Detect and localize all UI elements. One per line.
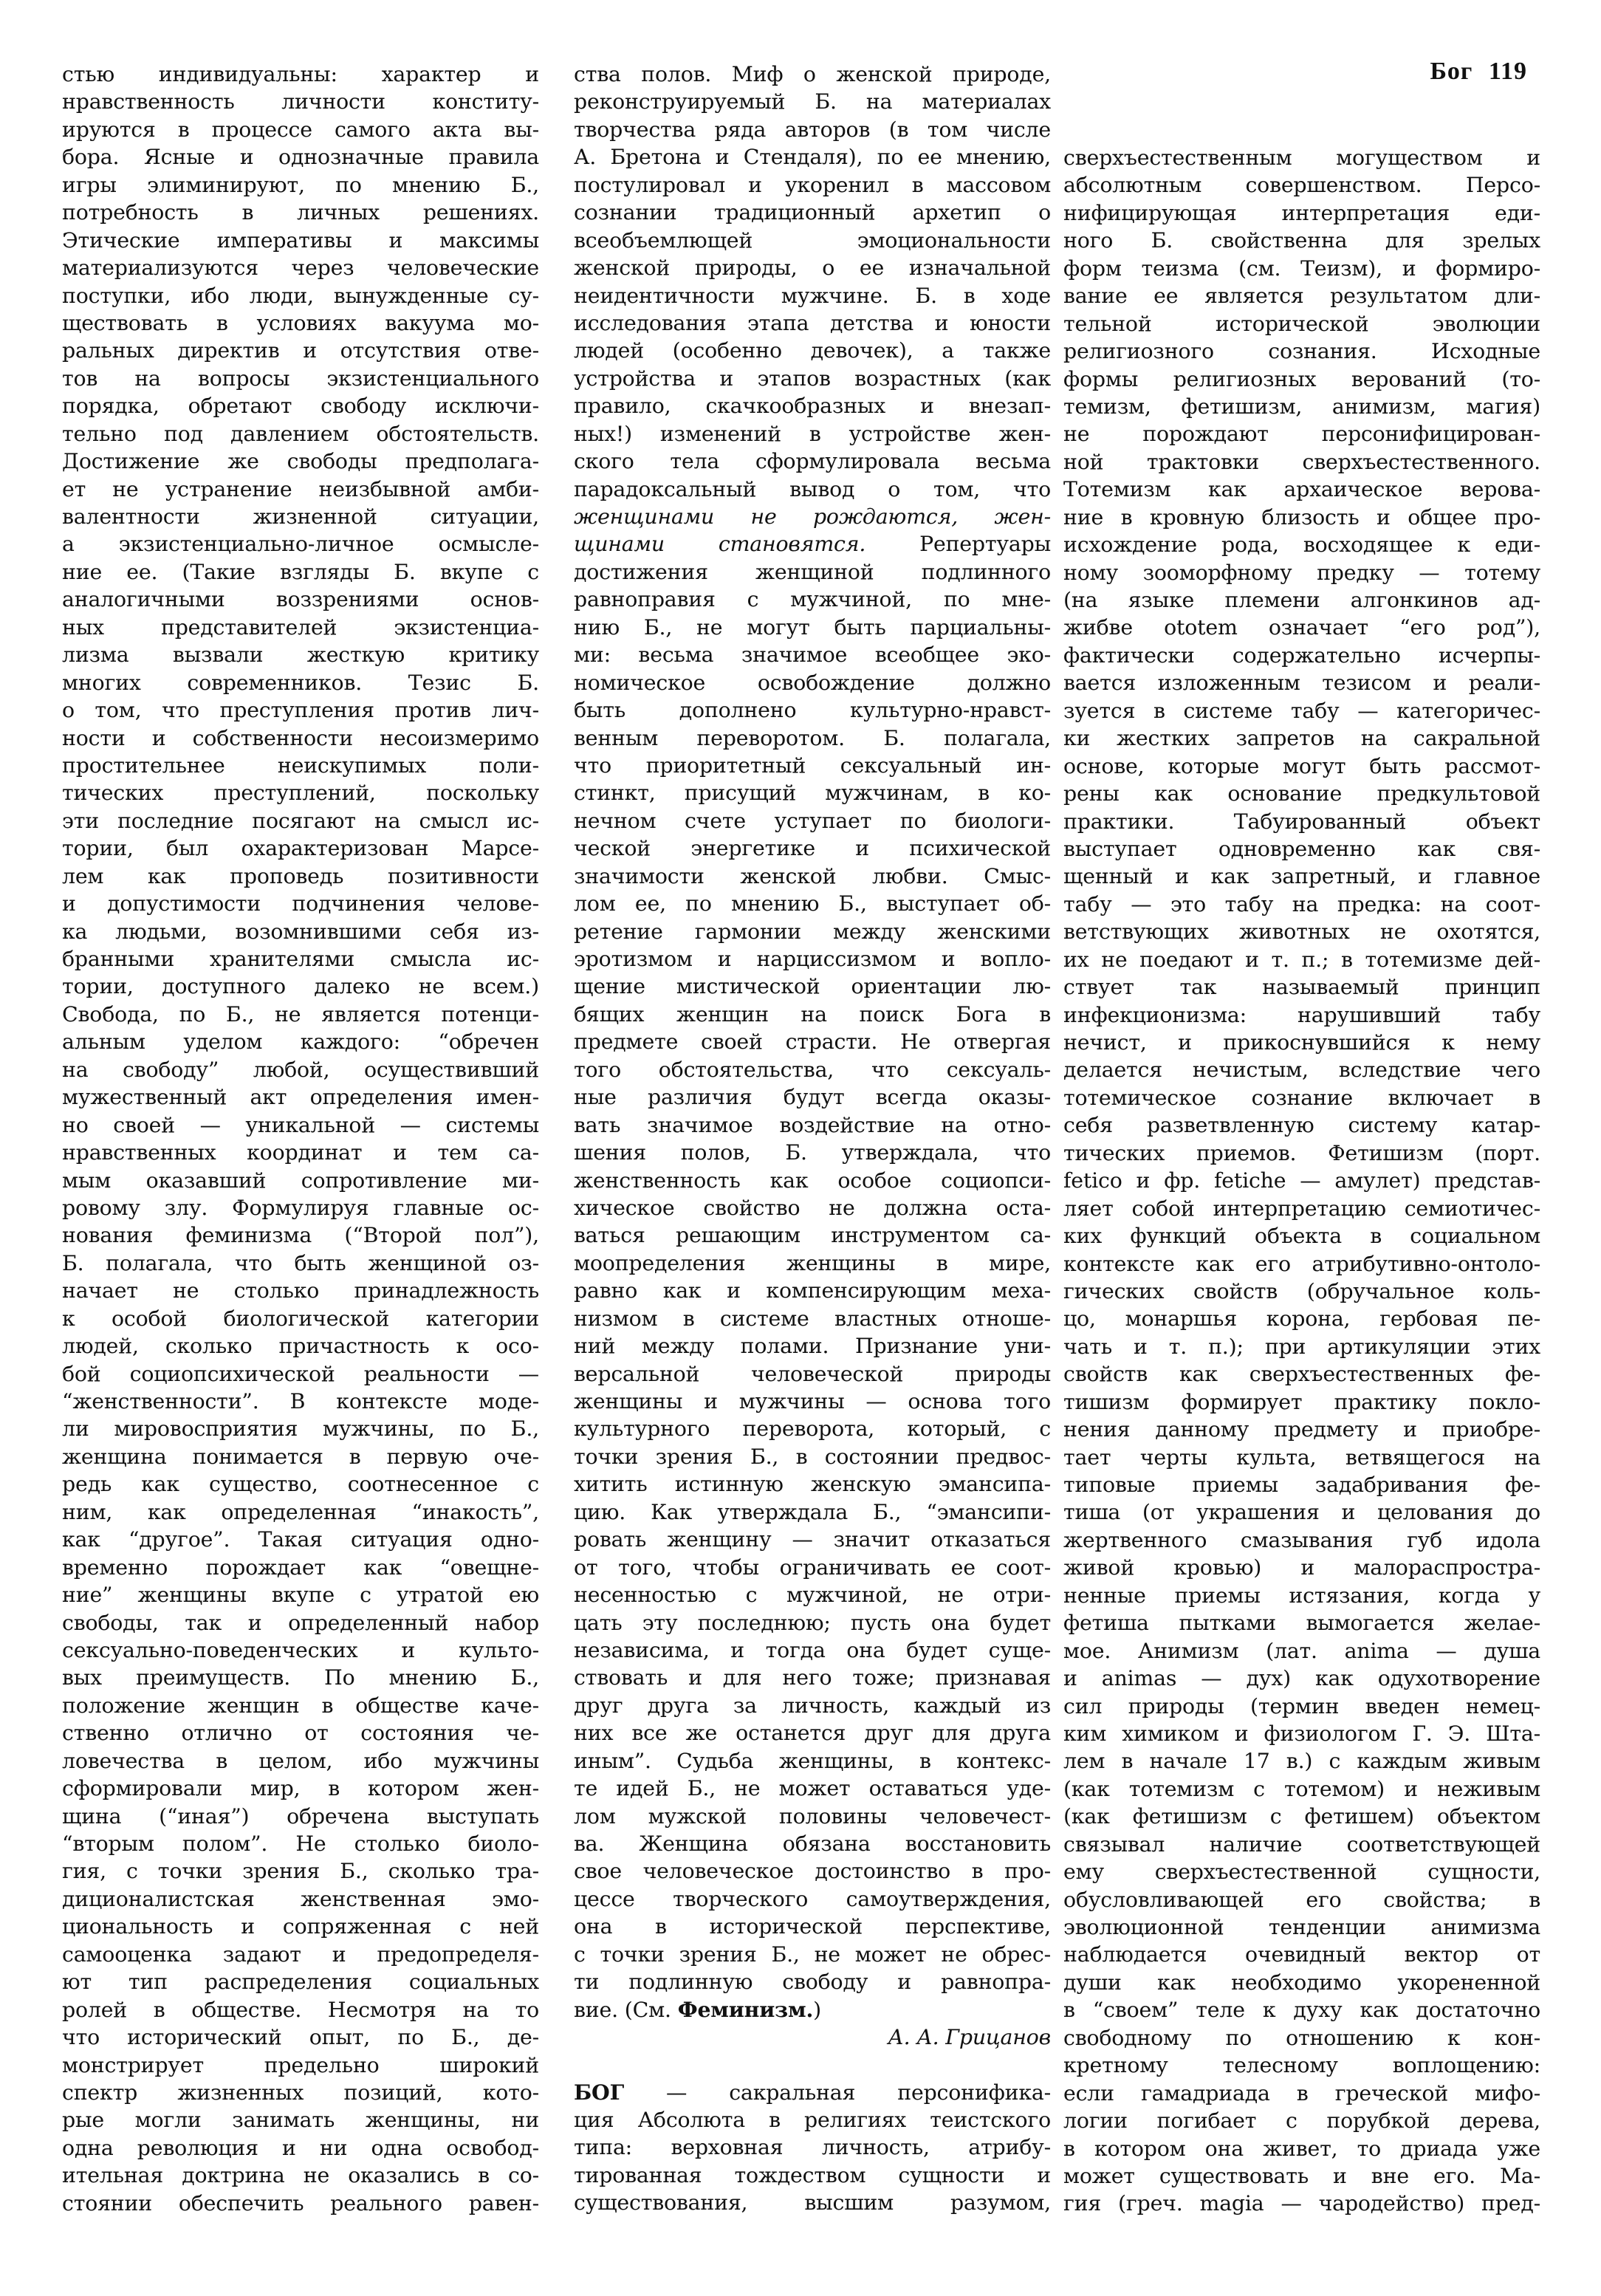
text-line: независима, и тогда она будет суще- bbox=[574, 1637, 1051, 1662]
text-line: практики. Табуированный объект bbox=[1063, 809, 1540, 834]
running-header bbox=[1421, 58, 1527, 86]
text-line: ким химиком и физиологом Г. Э. Шта- bbox=[1063, 1721, 1540, 1746]
text-line: ных!) изменений в устройстве жен- bbox=[574, 421, 1051, 446]
text-line: ческой энергетике и психической bbox=[574, 836, 1051, 861]
text-line: стью индивидуальны: характер и bbox=[62, 62, 539, 86]
text-line: сознании традиционный архетип о bbox=[574, 200, 1051, 225]
text-line: “вторым полом”. Не столько биоло- bbox=[62, 1831, 539, 1856]
text-line: ми: весьма значимое всеобщее эко- bbox=[574, 642, 1051, 668]
text-line: моопределения женщины в мире, bbox=[574, 1250, 1051, 1275]
author-signature: А. А. Грицанов bbox=[888, 2025, 1051, 2050]
text-line: ненные приемы истязания, когда у bbox=[1063, 1583, 1540, 1608]
text-line: в “своем” теле к духу как достаточно bbox=[1063, 1998, 1540, 2023]
text-line: гических свойств (обручальное коль- bbox=[1063, 1278, 1540, 1303]
text-line: исследования этапа детства и юности bbox=[574, 310, 1051, 335]
text-line: того обстоятельства, что сексуаль- bbox=[574, 1057, 1051, 1082]
text-line: стинкт, присущий мужчинам, в ко- bbox=[574, 781, 1051, 806]
text-line: жибве ototem означает “его род”), bbox=[1063, 615, 1540, 640]
text-line: может существовать и вне его. Ма- bbox=[1063, 2163, 1540, 2188]
text-line: бора. Ясные и однозначные правила bbox=[62, 145, 539, 170]
text-line: ти подлинную свободу и равнопра- bbox=[574, 1970, 1051, 1995]
text-line: реконструируемый Б. на материалах bbox=[574, 89, 1051, 114]
text-line: всеобъемлющей эмоциональности bbox=[574, 227, 1051, 253]
text-line: чать и т. п.); при артикуляции этих bbox=[1063, 1334, 1540, 1359]
text-line: самооценка задают и предопределя- bbox=[62, 1942, 539, 1967]
text-line: монстрирует предельно широкий bbox=[62, 2052, 539, 2077]
text-line: правило, скачкообразных и внезап- bbox=[574, 394, 1051, 419]
text-line: живой кровью) и малораспростра- bbox=[1063, 1555, 1540, 1580]
text-line: людей, сколько причастность к осо- bbox=[62, 1334, 539, 1359]
column-1 bbox=[62, 61, 539, 2217]
text-line: ируются в процессе самого акта вы- bbox=[62, 117, 539, 142]
text-line: щение мистической ориентации лю- bbox=[574, 974, 1051, 999]
text-line: выступает одновременно как свя- bbox=[1063, 836, 1540, 861]
text-line: но своей — уникальной — системы bbox=[62, 1112, 539, 1137]
text-line: лом мужской половины человечест- bbox=[574, 1803, 1051, 1829]
text-line: потребность в личных решениях. bbox=[62, 200, 539, 225]
text-line: значимости женской любви. Смыс- bbox=[574, 863, 1051, 888]
text-line: тиша (от украшения и целования до bbox=[1063, 1500, 1540, 1525]
text-line: свое человеческое достоинство в про- bbox=[574, 1859, 1051, 1884]
text-line: наблюдается очевидный вектор от bbox=[1063, 1942, 1540, 1967]
text-line: эротизмом и нарциссизмом и вопло- bbox=[574, 947, 1051, 971]
text-line: женской природы, о ее изначальной bbox=[574, 256, 1051, 281]
text-line: быть дополнено культурно-нравст- bbox=[574, 698, 1051, 723]
text-line: контексте как его атрибутивно-онтоло- bbox=[1063, 1251, 1540, 1276]
text-line: цию. Как утверждала Б., “эмансипи- bbox=[574, 1499, 1051, 1524]
text-line: них все же останется друг для друга bbox=[574, 1721, 1051, 1746]
text-line: тории, был охарактеризован Марсе- bbox=[62, 836, 539, 861]
text-line: типа: верховная личность, атрибу- bbox=[574, 2135, 1051, 2160]
text-line: ского тела сформулировала весьма bbox=[574, 449, 1051, 474]
text-line: щина (“иная”) обречена выступать bbox=[62, 1803, 539, 1829]
text-line: те идей Б., не может оставаться уде- bbox=[574, 1776, 1051, 1801]
text-line: вать значимое воздействие на отно- bbox=[574, 1112, 1051, 1137]
text-line: эти последние посягают на смысл ис- bbox=[62, 808, 539, 833]
text-line: положение женщин в обществе каче- bbox=[62, 1693, 539, 1718]
text-line: творчества ряда авторов (в том числе bbox=[574, 117, 1051, 142]
text-line: ственно отлично от состояния че- bbox=[62, 1721, 539, 1746]
text-line: вание ее является результатом дли- bbox=[1063, 284, 1540, 309]
text-line: нравственность личности конститу- bbox=[62, 89, 539, 114]
text-line: тических приемов. Фетишизм (порт. bbox=[1063, 1140, 1540, 1165]
text-line: fetico и фр. fetiche — амулет) представ- bbox=[1063, 1168, 1540, 1193]
text-line: постулировал и укоренил в массовом bbox=[574, 172, 1051, 197]
text-line: ют тип распределения социальных bbox=[62, 1970, 539, 1995]
text-line: достижения женщиной подлинного bbox=[574, 559, 1051, 584]
text-line: ствует так называемый принцип bbox=[1063, 975, 1540, 1000]
text-line: редь как существо, соотнесенное с bbox=[62, 1472, 539, 1497]
text-line: ких функций объекта в социальном bbox=[1063, 1224, 1540, 1249]
text-line: ности и собственности несоизмеримо bbox=[62, 725, 539, 750]
text-line: материализуются через человеческие bbox=[62, 256, 539, 281]
text-line: ствовать и для него тоже; признавая bbox=[574, 1665, 1051, 1690]
text-line: ретение гармонии между женскими bbox=[574, 919, 1051, 944]
text-line: аналогичными воззрениями основ- bbox=[62, 587, 539, 612]
text-line: А. Бретона и Стендаля), по ее мнению, bbox=[574, 145, 1051, 170]
text-line: Достижение же свободы предполага- bbox=[62, 449, 539, 474]
text-line: хическое свойство не должна оста- bbox=[574, 1195, 1051, 1220]
text-line: женственность как особое социопси- bbox=[574, 1168, 1051, 1193]
column-2 bbox=[574, 61, 1051, 2217]
text-line: мым оказавший сопротивление ми- bbox=[62, 1168, 539, 1193]
text-line: их не поедают и т. п.; в тотемизме дей- bbox=[1063, 947, 1540, 972]
text-line: ществовать в условиях вакуума мо- bbox=[62, 310, 539, 335]
text-line: нию Б., не могут быть парциальны- bbox=[574, 614, 1051, 640]
text-line: Свобода, по Б., не является потенци- bbox=[62, 1001, 539, 1027]
text-line: “женственности”. В контексте моде- bbox=[62, 1389, 539, 1413]
text-line: низмом в системе властных отноше- bbox=[574, 1306, 1051, 1331]
text-line: как “другое”. Такая ситуация одно- bbox=[62, 1527, 539, 1552]
text-line: спектр жизненных позиций, кото- bbox=[62, 2080, 539, 2105]
text-line: стоянии обеспечить реального равен- bbox=[62, 2190, 539, 2216]
text-line: зуется в системе табу — категоричес- bbox=[1063, 698, 1540, 723]
text-line: версальной человеческой природы bbox=[574, 1361, 1051, 1386]
text-line: гия, с точки зрения Б., сколько тра- bbox=[62, 1859, 539, 1884]
text-line: щинами становятся. Репертуары bbox=[574, 532, 1051, 557]
text-line: мужественный акт определения имен- bbox=[62, 1085, 539, 1110]
text-line: неидентичности мужчине. Б. в ходе bbox=[574, 283, 1051, 308]
text-line: вается изложенным тезисом и реали- bbox=[1063, 671, 1540, 696]
text-line: фетиша пытками вымогается желае- bbox=[1063, 1611, 1540, 1636]
text-line: делается нечистым, вследствие чего bbox=[1063, 1058, 1540, 1083]
text-line: свободному по отношению к кон- bbox=[1063, 2025, 1540, 2050]
text-line: религиозного сознания. Исходные bbox=[1063, 339, 1540, 364]
text-line: ролей в обществе. Несмотря на то bbox=[62, 1997, 539, 2022]
text-line: нечном счете уступает по биологи- bbox=[574, 808, 1051, 833]
text-line: тических преступлений, поскольку bbox=[62, 781, 539, 806]
text-line: игры элиминируют, по мнению Б., bbox=[62, 172, 539, 197]
text-line: табу — это табу на предка: на соот- bbox=[1063, 891, 1540, 916]
text-line: одна революция и ни одна освобод- bbox=[62, 2135, 539, 2160]
text-line: ка людьми, возомнившими себя из- bbox=[62, 919, 539, 944]
text-line: несенностью с мужчиной, не отри- bbox=[574, 1583, 1051, 1608]
text-line: на свободу” любой, осуществивший bbox=[62, 1057, 539, 1082]
text-line: ним, как определенная “инакость”, bbox=[62, 1499, 539, 1524]
text-line: тельной исторической эволюции bbox=[1063, 311, 1540, 336]
text-line: тельно под давлением обстоятельств. bbox=[62, 421, 539, 446]
text-line: с точки зрения Б., не может не обрес- bbox=[574, 1942, 1051, 1967]
text-line: вых преимуществ. По мнению Б., bbox=[62, 1665, 539, 1690]
text-line: начает не столько принадлежность bbox=[62, 1278, 539, 1303]
text-line: тишизм формирует практику покло- bbox=[1063, 1389, 1540, 1414]
text-line: бранными хранителями смысла ис- bbox=[62, 947, 539, 971]
text-line: нравственных координат и тем са- bbox=[62, 1140, 539, 1165]
text-line: простительнее неискупимых поли- bbox=[62, 753, 539, 778]
text-line: связывал наличие соответствующей bbox=[1063, 1831, 1540, 1857]
text-line: ловечества в целом, ибо мужчины bbox=[62, 1748, 539, 1773]
text-line: тотемическое сознание включает в bbox=[1063, 1085, 1540, 1110]
text-line: друг друга за личность, каждый из bbox=[574, 1693, 1051, 1718]
text-line: души как необходимо укорененной bbox=[1063, 1970, 1540, 1995]
text-line: она в исторической перспективе, bbox=[574, 1914, 1051, 1939]
text-line: циональность и сопряженная с ней bbox=[62, 1914, 539, 1939]
text-line: ние в кровную близость и общее про- bbox=[1063, 504, 1540, 530]
text-line: от того, чтобы ограничивать ее соот- bbox=[574, 1555, 1051, 1580]
text-line: поступки, ибо люди, вынужденные су- bbox=[62, 283, 539, 308]
text-line: свободы, так и определенный набор bbox=[62, 1610, 539, 1635]
text-line: абсолютным совершенством. Персо- bbox=[1063, 173, 1540, 198]
text-line: лизма вызвали жесткую критику bbox=[62, 642, 539, 668]
text-line: ной трактовки сверхъестественного. bbox=[1063, 449, 1540, 474]
text-line: тов на вопросы экзистенциального bbox=[62, 366, 539, 391]
text-line: нечист, и прикоснувшийся к нему bbox=[1063, 1030, 1540, 1055]
text-line: ветствующих животных не охотятся, bbox=[1063, 919, 1540, 945]
text-line: цо, монаршья корона, гербовая пе- bbox=[1063, 1306, 1540, 1332]
text-line: если гамадриада в греческой мифо- bbox=[1063, 2080, 1540, 2105]
text-line: сформировали мир, в котором жен- bbox=[62, 1776, 539, 1801]
text-line: венным переворотом. Б. полагала, bbox=[574, 725, 1051, 750]
text-line: жертвенного смазывания губ идола bbox=[1063, 1527, 1540, 1552]
text-line: ительная доктрина не оказались в со- bbox=[62, 2163, 539, 2188]
text-line: равноправия с мужчиной, по мне- bbox=[574, 587, 1051, 612]
text-line: (как фетишизм с фетишем) объектом bbox=[1063, 1804, 1540, 1829]
text-line: рые могли занимать женщины, ни bbox=[62, 2108, 539, 2133]
text-line: ние ее. (Такие взгляды Б. вкупе с bbox=[62, 559, 539, 584]
text-line: ства полов. Миф о женской природе, bbox=[574, 62, 1051, 86]
text-line: и допустимости подчинения челове- bbox=[62, 891, 539, 916]
text-line: точки зрения Б., в состоянии предвос- bbox=[574, 1444, 1051, 1469]
text-line: о том, что преступления против лич- bbox=[62, 698, 539, 723]
text-line: лем в начале 17 в.) с каждым живым bbox=[1063, 1749, 1540, 1774]
text-line: порядка, обретают свободу исключи- bbox=[62, 394, 539, 419]
text-line: предмете своей страсти. Не отвергая bbox=[574, 1029, 1051, 1055]
text-line: ет не устранение неизбывной амби- bbox=[62, 476, 539, 501]
text-line: щенный и как запретный, и главное bbox=[1063, 864, 1540, 889]
page-number: 119 bbox=[1488, 58, 1527, 85]
text-line: ного Б. свойственна для зрелых bbox=[1063, 228, 1540, 253]
text-line: кретному телесному воплощению: bbox=[1063, 2053, 1540, 2078]
text-line: ва. Женщина обязана восстановить bbox=[574, 1831, 1051, 1856]
text-line: в котором она живет, то дриада уже bbox=[1063, 2136, 1540, 2161]
text-line: временно порождает как “овещне- bbox=[62, 1555, 539, 1580]
text-line: рены как основание предкультовой bbox=[1063, 781, 1540, 806]
text-line: нифицирующая интерпретация еди- bbox=[1063, 200, 1540, 225]
text-line: лом ее, по мнению Б., выступает об- bbox=[574, 891, 1051, 916]
text-line: хитить истинную женскую эмансипа- bbox=[574, 1472, 1051, 1497]
text-line: существования, высшим разумом, bbox=[574, 2190, 1051, 2216]
text-line: (как тотемизм с тотемом) и неживым bbox=[1063, 1776, 1540, 1801]
text-line: Этические императивы и максимы bbox=[62, 227, 539, 253]
text-line: типовые приемы задабривания фе- bbox=[1063, 1473, 1540, 1497]
text-line: что исторический опыт, по Б., де- bbox=[62, 2025, 539, 2050]
text-line: ляет собой интерпретацию семиотичес- bbox=[1063, 1196, 1540, 1221]
text-line: сверхъестественным могуществом и bbox=[1063, 145, 1540, 170]
text-line: ровому злу. Формулируя главные ос- bbox=[62, 1195, 539, 1220]
text-line: логии погибает с порубкой дерева, bbox=[1063, 2108, 1540, 2134]
text-line: формы религиозных верований (то- bbox=[1063, 366, 1540, 391]
text-line: что приоритетный сексуальный ин- bbox=[574, 753, 1051, 778]
text-line: диционалистская женственная эмо- bbox=[62, 1886, 539, 1911]
text-line: БОГ — сакральная персонифика- bbox=[574, 2079, 1051, 2105]
text-line: устройства и этапов возрастных (как bbox=[574, 366, 1051, 391]
text-line: нования феминизма (“Второй пол”), bbox=[62, 1223, 539, 1248]
text-line: и animas — дух) как одухотворение bbox=[1063, 1666, 1540, 1691]
text-line: (на языке племени алгонкинов ад- bbox=[1063, 588, 1540, 612]
text-line: лем как проповедь позитивности bbox=[62, 863, 539, 888]
text-line: ний между полами. Признание уни- bbox=[574, 1334, 1051, 1359]
text-line: цать эту последнюю; пусть она будет bbox=[574, 1610, 1051, 1635]
text-line: многих современников. Тезис Б. bbox=[62, 670, 539, 695]
text-line: парадоксальный вывод о том, что bbox=[574, 476, 1051, 501]
text-line: бой социопсихической реальности — bbox=[62, 1361, 539, 1386]
text-line: вие. (См. Феминизм.) bbox=[574, 1996, 822, 2022]
text-line: ние” женщины вкупе с утратой ею bbox=[62, 1583, 539, 1608]
text-line: форм теизма (см. Теизм), и формиро- bbox=[1063, 256, 1540, 281]
text-line: цессе творческого самоутверждения, bbox=[574, 1886, 1051, 1911]
text-line: культурного переворота, который, с bbox=[574, 1416, 1051, 1442]
text-line: свойств как сверхъестественных фе- bbox=[1063, 1362, 1540, 1387]
text-line: ему сверхъестественной сущности, bbox=[1063, 1860, 1540, 1885]
text-line: ция Абсолюта в религиях теистского bbox=[574, 2107, 1051, 2132]
text-line: ные различия будут всегда оказы- bbox=[574, 1085, 1051, 1110]
text-line: тает черты культа, ветвящегося на bbox=[1063, 1445, 1540, 1470]
text-line: ных представителей экзистенциа- bbox=[62, 614, 539, 640]
text-line: сексуально-поведенческих и культо- bbox=[62, 1637, 539, 1662]
text-line: ному зооморфному предку — тотему bbox=[1063, 560, 1540, 585]
text-line: нения данному предмету и приобре- bbox=[1063, 1417, 1540, 1442]
text-line: равно как и компенсирующим меха- bbox=[574, 1278, 1051, 1303]
text-line: ваться решающим инструментом са- bbox=[574, 1223, 1051, 1248]
text-line: исхождение рода, восходящее к еди- bbox=[1063, 532, 1540, 558]
text-line: ровать женщину — значит отказаться bbox=[574, 1527, 1051, 1552]
entry-gap bbox=[574, 2052, 1051, 2079]
text-line: женщина понимается в первую оче- bbox=[62, 1444, 539, 1469]
text-line: людей (особенно девочек), а также bbox=[574, 338, 1051, 363]
text-line: сил природы (термин введен немец- bbox=[1063, 1693, 1540, 1718]
text-line: шения полов, Б. утверждала, что bbox=[574, 1140, 1051, 1165]
text-line: валентности жизненной ситуации, bbox=[62, 504, 539, 529]
text-line: обусловливающей его свойства; в bbox=[1063, 1887, 1540, 1912]
text-line: не порождают персонифицирован- bbox=[1063, 422, 1540, 447]
text-line: эволюционной тенденции анимизма bbox=[1063, 1915, 1540, 1939]
text-line: тированная тождеством сущности и bbox=[574, 2162, 1051, 2187]
text-line: бящих женщин на поиск Бога в bbox=[574, 1001, 1051, 1027]
text-line: мое. Анимизм (лат. anima — душа bbox=[1063, 1638, 1540, 1663]
text-line: женщины и мужчины — основа того bbox=[574, 1389, 1051, 1413]
text-line: гия (греч. magia — чародейство) пред- bbox=[1063, 2191, 1540, 2216]
header-term: Бог bbox=[1430, 58, 1473, 85]
text-line: инфекционизма: нарушивший табу bbox=[1063, 1002, 1540, 1027]
text-line: Тотемизм как архаическое верова- bbox=[1063, 477, 1540, 502]
text-line: а экзистенциально-личное осмысле- bbox=[62, 532, 539, 557]
column-3 bbox=[1063, 144, 1540, 2218]
text-line: ральных директив и отсутствия отве- bbox=[62, 338, 539, 363]
text-line: себя разветвленную систему катар- bbox=[1063, 1113, 1540, 1138]
text-line: иным”. Судьба женщины, в контекс- bbox=[574, 1748, 1051, 1773]
text-line: основе, которые могут быть рассмот- bbox=[1063, 753, 1540, 778]
text-line: Б. полагала, что быть женщиной оз- bbox=[62, 1250, 539, 1275]
text-line: к особой биологической категории bbox=[62, 1306, 539, 1331]
text-line: ки жестких запретов на сакральной bbox=[1063, 726, 1540, 751]
text-line: женщинами не рождаются, жен- bbox=[574, 504, 1051, 529]
text-line: фактически содержательно исчерпы- bbox=[1063, 642, 1540, 668]
text-line: ли мировосприятия мужчины, по Б., bbox=[62, 1416, 539, 1442]
text-line: альным уделом каждого: “обречен bbox=[62, 1029, 539, 1055]
text-line: тории, доступного далеко не всем.) bbox=[62, 974, 539, 999]
text-line: номическое освобождение должно bbox=[574, 670, 1051, 695]
text-line: темизм, фетишизм, анимизм, магия) bbox=[1063, 394, 1540, 419]
